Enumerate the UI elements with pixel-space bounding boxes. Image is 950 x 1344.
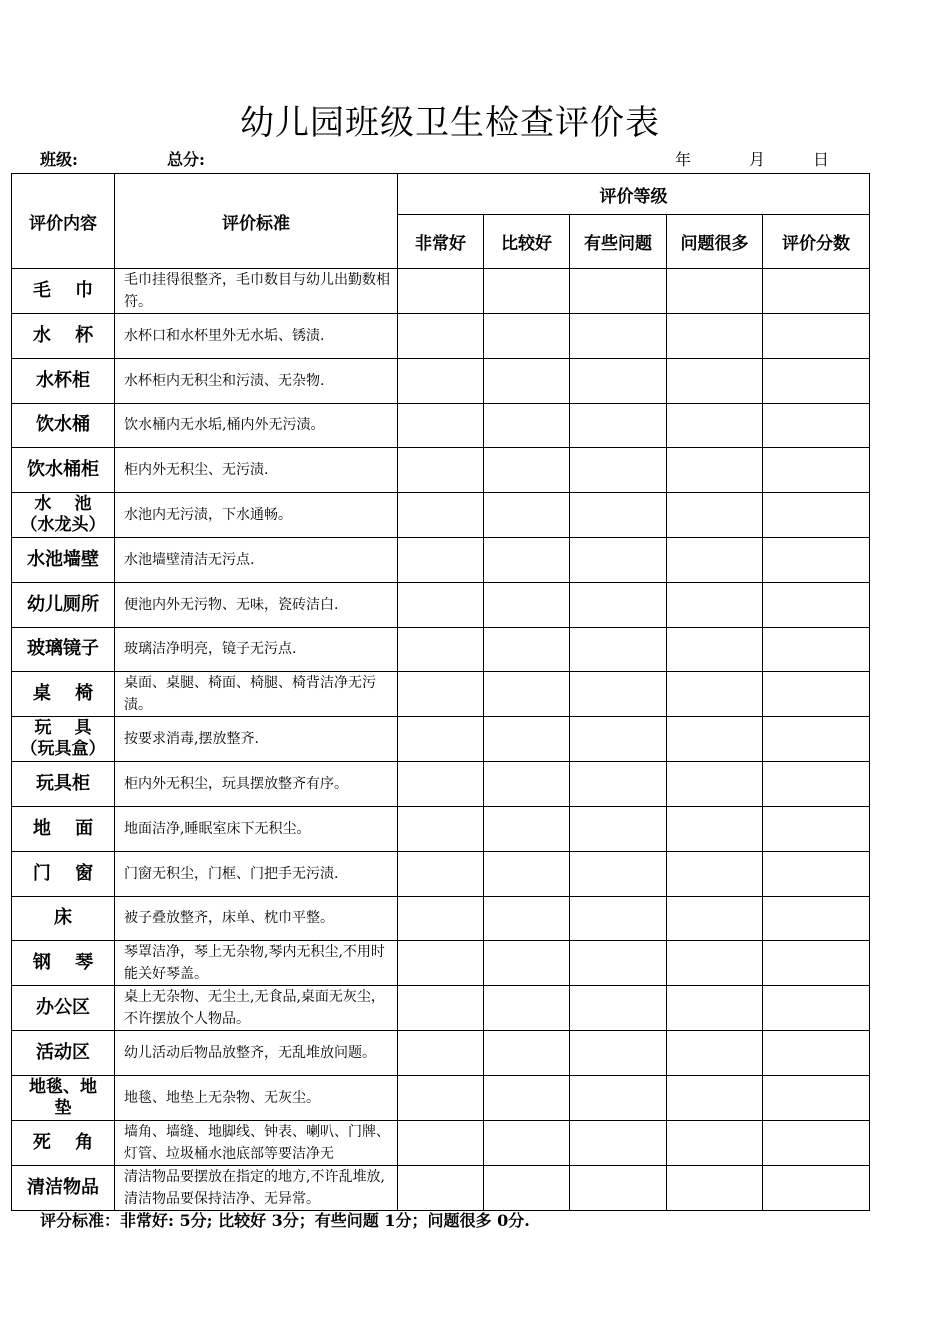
row-standard-text: 桌上无杂物、无尘土,无食品,桌面无灰尘，不许摆放个人物品。 — [124, 989, 385, 1028]
many-issues-cell[interactable] — [667, 1031, 763, 1076]
many-issues-cell[interactable] — [667, 1165, 763, 1210]
many-issues-cell[interactable] — [667, 986, 763, 1031]
many-issues-cell[interactable] — [667, 358, 763, 403]
very-good-cell[interactable] — [398, 537, 484, 582]
very-good-cell[interactable] — [398, 986, 484, 1031]
row-item-label: 玩 具 （玩具盒） — [12, 717, 115, 762]
row-standard-cell — [115, 1031, 398, 1076]
row-standard-text: 地面洁净,睡眠室床下无积尘。 — [124, 820, 311, 837]
row-standard-text: 柜内外无积尘、无污渍. — [124, 462, 269, 479]
some-issues-cell[interactable] — [570, 314, 667, 359]
row-standard-cell — [115, 851, 398, 896]
very-good-cell[interactable] — [398, 806, 484, 851]
table-row — [12, 537, 870, 582]
header-many-issues: 问题很多 — [667, 215, 763, 269]
row-standard-cell — [115, 358, 398, 403]
score-cell[interactable] — [763, 1120, 870, 1165]
row-item-label: 玩具柜 — [12, 762, 115, 807]
very-good-cell[interactable] — [398, 403, 484, 448]
row-standard-cell — [115, 1120, 398, 1165]
row-standard-text: 门窗无积尘，门框、门把手无污渍. — [124, 865, 339, 882]
good-cell[interactable] — [484, 672, 570, 717]
table-row — [12, 672, 870, 717]
evaluation-table — [11, 173, 870, 1211]
row-item-label: 地 面 — [12, 806, 115, 851]
some-issues-cell[interactable] — [570, 762, 667, 807]
very-good-cell[interactable] — [398, 1031, 484, 1076]
table-row — [12, 1165, 870, 1210]
row-standard-text: 毛巾挂得很整齐，毛巾数目与幼儿出勤数相符。 — [124, 272, 390, 310]
score-cell[interactable] — [763, 1076, 870, 1121]
good-cell[interactable] — [484, 358, 570, 403]
score-cell[interactable] — [763, 269, 870, 314]
good-cell[interactable] — [484, 448, 570, 493]
score-cell[interactable] — [763, 537, 870, 582]
some-issues-cell[interactable] — [570, 806, 667, 851]
some-issues-cell[interactable] — [570, 1031, 667, 1076]
row-item-label: 水杯柜 — [12, 358, 115, 403]
row-standard-cell — [115, 448, 398, 493]
total-score-label: 总分: — [167, 150, 205, 169]
very-good-cell[interactable] — [398, 896, 484, 941]
some-issues-cell[interactable] — [570, 1076, 667, 1121]
table-row — [12, 269, 870, 314]
many-issues-cell[interactable] — [667, 717, 763, 762]
many-issues-cell[interactable] — [667, 1076, 763, 1121]
row-standard-text: 按要求消毒,摆放整齐. — [124, 731, 259, 748]
some-issues-cell[interactable] — [570, 269, 667, 314]
date-labels — [675, 150, 829, 170]
some-issues-cell[interactable] — [570, 493, 667, 538]
row-item-label: 清洁物品 — [12, 1165, 115, 1210]
score-cell[interactable] — [763, 986, 870, 1031]
row-item-label: 幼儿厕所 — [12, 582, 115, 627]
score-cell[interactable] — [763, 358, 870, 403]
some-issues-cell[interactable] — [570, 986, 667, 1031]
row-standard-text: 琴罩洁净，琴上无杂物,琴内无积尘,不用时能关好琴盖。 — [124, 944, 385, 983]
many-issues-cell[interactable] — [667, 627, 763, 672]
many-issues-cell[interactable] — [667, 269, 763, 314]
good-cell[interactable] — [484, 1120, 570, 1165]
header-good: 比较好 — [484, 215, 570, 269]
good-cell[interactable] — [484, 851, 570, 896]
row-standard-cell — [115, 1076, 398, 1121]
many-issues-cell[interactable] — [667, 493, 763, 538]
many-issues-cell[interactable] — [667, 851, 763, 896]
table-row — [12, 1076, 870, 1121]
header-content: 评价内容 — [12, 174, 115, 269]
row-item-label: 水 杯 — [12, 314, 115, 359]
header-standard: 评价标准 — [115, 174, 398, 269]
day-label: 日 — [813, 150, 830, 169]
row-item-label: 床 — [12, 896, 115, 941]
row-item-label: 死 角 — [12, 1120, 115, 1165]
table-row — [12, 627, 870, 672]
very-good-cell[interactable] — [398, 762, 484, 807]
table-row — [12, 1120, 870, 1165]
row-item-label: 钢 琴 — [12, 941, 115, 986]
row-standard-cell — [115, 896, 398, 941]
very-good-cell[interactable] — [398, 717, 484, 762]
score-cell[interactable] — [763, 1031, 870, 1076]
some-issues-cell[interactable] — [570, 941, 667, 986]
row-item-label: 饮水桶 — [12, 403, 115, 448]
row-standard-text: 幼儿活动后物品放整齐，无乱堆放问题。 — [124, 1045, 376, 1062]
table-row — [12, 762, 870, 807]
row-standard-cell — [115, 627, 398, 672]
table-row — [12, 493, 870, 538]
good-cell[interactable] — [484, 314, 570, 359]
score-cell[interactable] — [763, 762, 870, 807]
row-standard-text: 被子叠放整齐，床单、枕巾平整。 — [124, 910, 334, 927]
good-cell[interactable] — [484, 717, 570, 762]
row-item-label: 水池墙壁 — [12, 537, 115, 582]
some-issues-cell[interactable] — [570, 1120, 667, 1165]
table-row — [12, 448, 870, 493]
scoring-standard: 评分标准：非常好: 5分; 比较好 3分；有些问题 1分；问题很多 0分. — [40, 1211, 530, 1230]
row-standard-text: 饮水桶内无水垢,桶内外无污渍。 — [124, 417, 325, 434]
row-standard-cell — [115, 314, 398, 359]
very-good-cell[interactable] — [398, 493, 484, 538]
row-item-label: 饮水桶柜 — [12, 448, 115, 493]
some-issues-cell[interactable] — [570, 717, 667, 762]
some-issues-cell[interactable] — [570, 537, 667, 582]
row-item-label: 玻璃镜子 — [12, 627, 115, 672]
header-some-issues: 有些问题 — [570, 215, 667, 269]
table-row — [12, 896, 870, 941]
row-standard-cell — [115, 493, 398, 538]
very-good-cell[interactable] — [398, 358, 484, 403]
many-issues-cell[interactable] — [667, 941, 763, 986]
row-standard-text: 地毯、地垫上无杂物、无灰尘。 — [124, 1090, 320, 1107]
table-row — [12, 403, 870, 448]
good-cell[interactable] — [484, 941, 570, 986]
good-cell[interactable] — [484, 403, 570, 448]
header-very-good: 非常好 — [398, 215, 484, 269]
row-standard-cell — [115, 941, 398, 986]
score-cell[interactable] — [763, 1165, 870, 1210]
many-issues-cell[interactable] — [667, 314, 763, 359]
good-cell[interactable] — [484, 493, 570, 538]
some-issues-cell[interactable] — [570, 627, 667, 672]
row-standard-cell — [115, 403, 398, 448]
table-row — [12, 314, 870, 359]
good-cell[interactable] — [484, 806, 570, 851]
row-item-label: 毛 巾 — [12, 269, 115, 314]
row-standard-text: 水杯柜内无积尘和污渍、无杂物. — [124, 372, 325, 389]
year-label: 年 — [675, 150, 692, 169]
row-item-label: 地毯、地 垫 — [12, 1076, 115, 1121]
table-row — [12, 1031, 870, 1076]
row-standard-cell — [115, 717, 398, 762]
score-cell[interactable] — [763, 941, 870, 986]
score-cell[interactable] — [763, 493, 870, 538]
row-standard-text: 便池内外无污物、无味，瓷砖洁白. — [124, 596, 339, 613]
some-issues-cell[interactable] — [570, 672, 667, 717]
score-cell[interactable] — [763, 582, 870, 627]
good-cell[interactable] — [484, 582, 570, 627]
score-cell[interactable] — [763, 717, 870, 762]
good-cell[interactable] — [484, 269, 570, 314]
score-cell[interactable] — [763, 896, 870, 941]
score-cell[interactable] — [763, 806, 870, 851]
table-row — [12, 582, 870, 627]
many-issues-cell[interactable] — [667, 896, 763, 941]
many-issues-cell[interactable] — [667, 762, 763, 807]
row-standard-cell — [115, 986, 398, 1031]
many-issues-cell[interactable] — [667, 537, 763, 582]
score-cell[interactable] — [763, 448, 870, 493]
row-standard-cell — [115, 672, 398, 717]
row-item-label: 桌 椅 — [12, 672, 115, 717]
score-cell[interactable] — [763, 627, 870, 672]
table-row — [12, 851, 870, 896]
score-cell[interactable] — [763, 403, 870, 448]
some-issues-cell[interactable] — [570, 1165, 667, 1210]
row-standard-text: 水杯口和水杯里外无水垢、锈渍. — [124, 327, 325, 344]
many-issues-cell[interactable] — [667, 1120, 763, 1165]
very-good-cell[interactable] — [398, 269, 484, 314]
row-item-label: 水 池 （水龙头） — [12, 493, 115, 538]
some-issues-cell[interactable] — [570, 851, 667, 896]
row-standard-text: 柜内外无积尘，玩具摆放整齐有序。 — [124, 776, 348, 793]
page-title: 幼儿园班级卫生检查评价表 — [240, 103, 660, 143]
table-row — [12, 941, 870, 986]
good-cell[interactable] — [484, 1076, 570, 1121]
very-good-cell[interactable] — [398, 851, 484, 896]
good-cell[interactable] — [484, 537, 570, 582]
row-standard-cell — [115, 1165, 398, 1210]
many-issues-cell[interactable] — [667, 582, 763, 627]
some-issues-cell[interactable] — [570, 896, 667, 941]
very-good-cell[interactable] — [398, 672, 484, 717]
table-row — [12, 806, 870, 851]
row-standard-cell — [115, 537, 398, 582]
header-score: 评价分数 — [763, 215, 870, 269]
good-cell[interactable] — [484, 1031, 570, 1076]
row-standard-text: 墙角、墙缝、地脚线、钟表、喇叭、门牌、灯管、垃圾桶水池底部等要洁净无 — [124, 1123, 390, 1162]
row-item-label: 活动区 — [12, 1031, 115, 1076]
table-row — [12, 358, 870, 403]
row-standard-text: 桌面、桌腿、椅面、椅腿、椅背洁净无污渍。 — [124, 675, 376, 714]
many-issues-cell[interactable] — [667, 403, 763, 448]
row-standard-text: 水池墙壁清洁无污点. — [124, 551, 255, 568]
good-cell[interactable] — [484, 986, 570, 1031]
row-item-label: 办公区 — [12, 986, 115, 1031]
many-issues-cell[interactable] — [667, 448, 763, 493]
very-good-cell[interactable] — [398, 1165, 484, 1210]
some-issues-cell[interactable] — [570, 403, 667, 448]
good-cell[interactable] — [484, 627, 570, 672]
row-standard-cell — [115, 582, 398, 627]
score-cell[interactable] — [763, 851, 870, 896]
very-good-cell[interactable] — [398, 627, 484, 672]
row-item-label: 门 窗 — [12, 851, 115, 896]
very-good-cell[interactable] — [398, 1120, 484, 1165]
very-good-cell[interactable] — [398, 314, 484, 359]
row-standard-text: 清洁物品要摆放在指定的地方,不许乱堆放,清洁物品要保持洁净、无异常。 — [124, 1168, 385, 1207]
row-standard-text: 玻璃洁净明亮，镜子无污点. — [124, 641, 297, 658]
row-standard-cell — [115, 806, 398, 851]
good-cell[interactable] — [484, 762, 570, 807]
month-label: 月 — [749, 150, 766, 169]
score-cell[interactable] — [763, 672, 870, 717]
very-good-cell[interactable] — [398, 582, 484, 627]
class-label: 班级: — [40, 150, 78, 169]
header-grade: 评价等级 — [398, 174, 870, 215]
many-issues-cell[interactable] — [667, 672, 763, 717]
some-issues-cell[interactable] — [570, 448, 667, 493]
very-good-cell[interactable] — [398, 1076, 484, 1121]
table-row — [12, 717, 870, 762]
good-cell[interactable] — [484, 1165, 570, 1210]
score-cell[interactable] — [763, 314, 870, 359]
good-cell[interactable] — [484, 896, 570, 941]
some-issues-cell[interactable] — [570, 582, 667, 627]
row-standard-cell — [115, 269, 398, 314]
row-standard-text: 水池内无污渍，下水通畅。 — [124, 507, 292, 524]
row-standard-cell — [115, 762, 398, 807]
some-issues-cell[interactable] — [570, 358, 667, 403]
table-row — [12, 986, 870, 1031]
very-good-cell[interactable] — [398, 941, 484, 986]
very-good-cell[interactable] — [398, 448, 484, 493]
many-issues-cell[interactable] — [667, 806, 763, 851]
